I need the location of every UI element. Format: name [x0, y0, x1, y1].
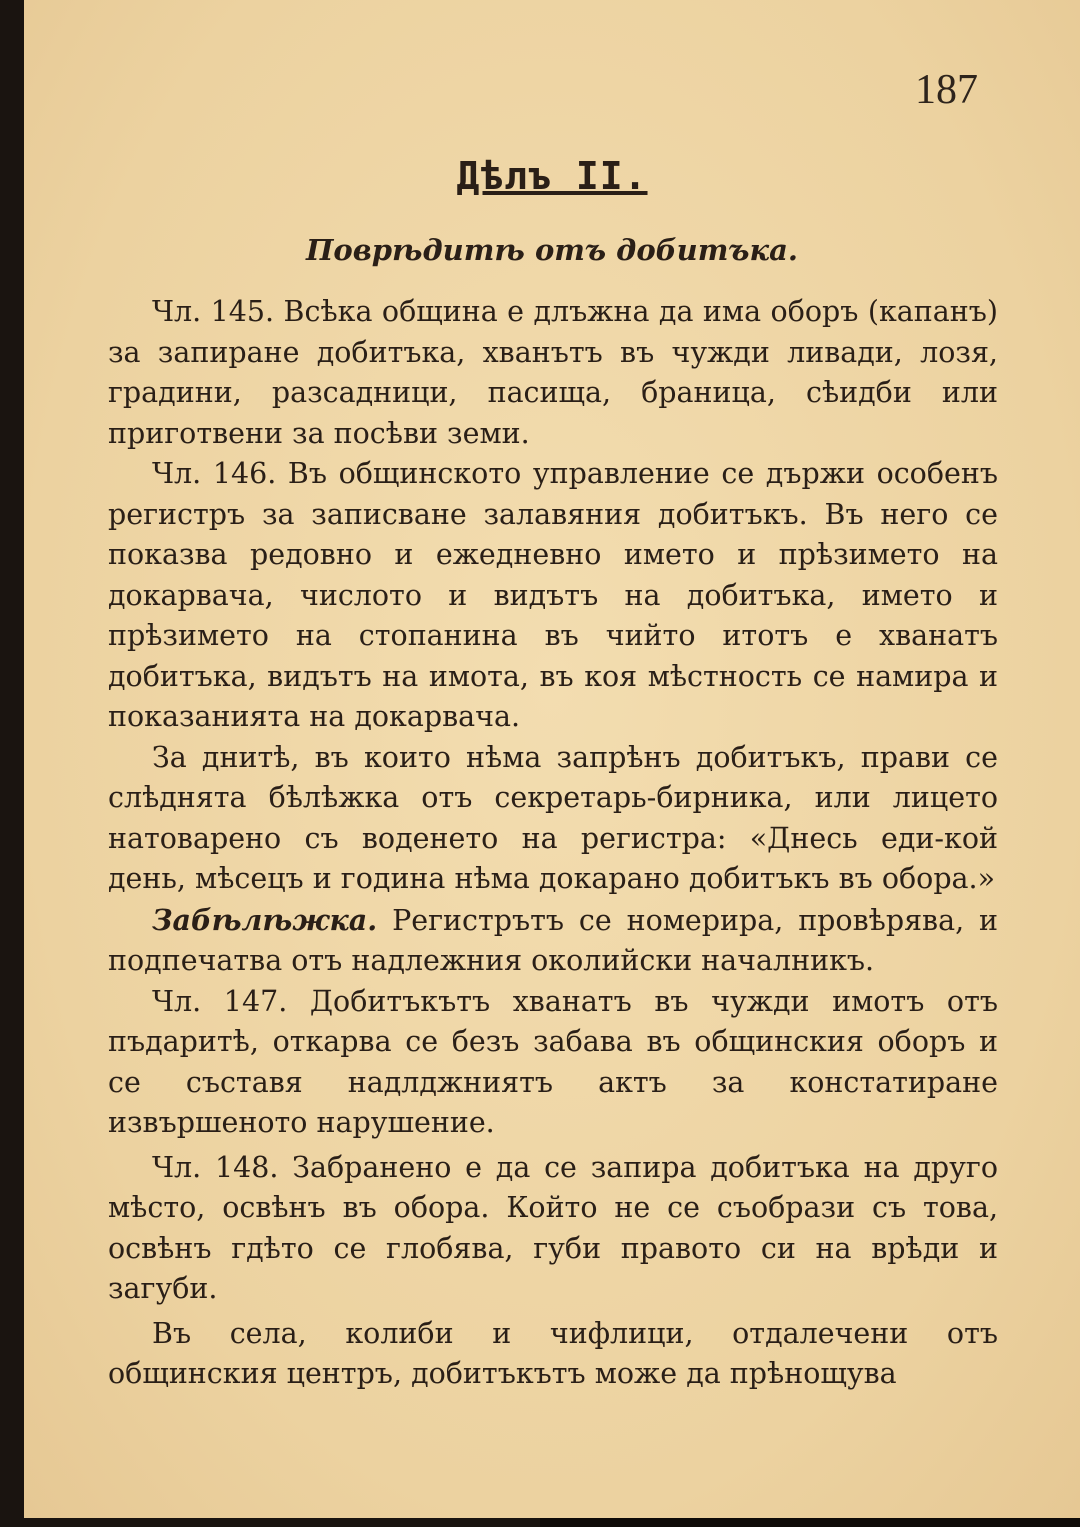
- note-label: Забѣлѣжка.: [152, 902, 378, 937]
- body-text: [108, 292, 998, 1395]
- page-bottom-edge: [540, 1518, 1080, 1527]
- article-148-paragraph: Чл. 148. Забранено е да се запира добитъка на друго мѣсто, освѣнъ въ обора. Който не се съобрази съ това, освѣнъ гдѣто се глобява, губи правото си на врѣди и загуби.: [108, 1150, 998, 1305]
- note-paragraph: Забѣлѣжка. Регистрътъ се номерира, провѣрява, и подпечатва отъ надлежния околийски началникъ.: [108, 902, 998, 977]
- book-page: [24, 0, 1080, 1518]
- section-subtitle: Поврѣдитѣ отъ добитъка.: [305, 233, 798, 267]
- section-title: Дѣлъ II.: [456, 154, 648, 198]
- article-146-paragraph: Чл. 146. Въ общинското управление се държи особенъ регистръ за записване залавяния добитъкъ. Въ него се показва редовно и ежедневно името и прѣзимето на докарвача, числото и видътъ на добитъка, името и прѣзимето на стопанина въ чийто итотъ е хванатъ добитъка, видътъ на имота, въ коя мѣстность се намира и показанията на докарвача.: [108, 457, 998, 733]
- page-number: 187: [915, 67, 978, 113]
- days-without-livestock-paragraph: За днитѣ, въ които нѣма запрѣнъ добитъкъ, прави се слѣднята бѣлѣжка отъ секретарь-бирника, или лицето натоварено съ воденето на регистра: «Днесь еди-кой день, мѣсецъ и година нѣма докарано добитъкъ въ обора.»: [108, 740, 998, 895]
- article-145-paragraph: Чл. 145. Всѣка община е длъжна да има оборъ (капанъ) за запиране добитъка, хванътъ въ чужди ливади, лозя, градини, разсадници, пасища, браница, сѣидби или приготвени за посѣви земи.: [108, 295, 998, 450]
- article-147-paragraph: Чл. 147. Добитъкътъ хванатъ въ чужди имотъ отъ пъдаритѣ, откарва се безъ забава въ общинския оборъ и се съставя надлджниятъ актъ за констатиране извършеното нарушение.: [108, 984, 998, 1139]
- remote-villages-paragraph: Въ села, колиби и чифлици, отдалечени отъ общинския центръ, добитъкътъ може да прѣнощува: [108, 1316, 998, 1390]
